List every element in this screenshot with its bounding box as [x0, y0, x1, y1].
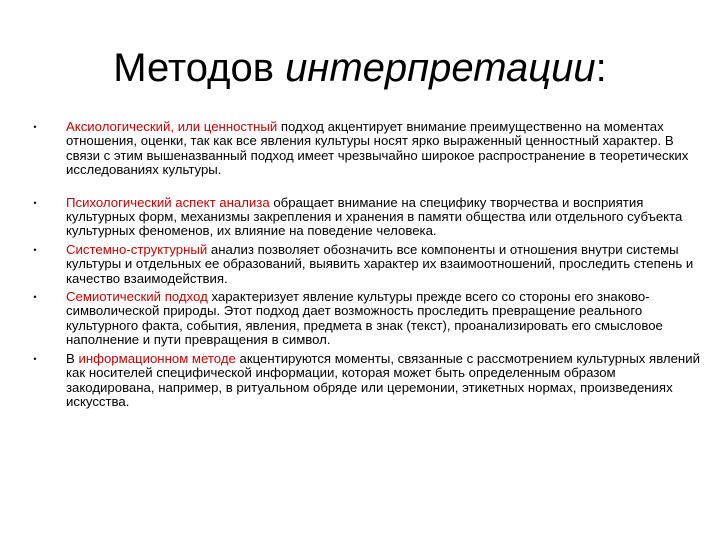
bullet-icon: • [33, 197, 37, 208]
bullet-icon: • [33, 353, 37, 364]
list-item-semiotic [30, 290, 700, 348]
item-term: Семиотический подход [66, 289, 208, 305]
title-italic-text: интерпретации [285, 46, 596, 90]
item-text: обращает внимание на специфику творчества и восприятия культурных форм, механизмы закрепления и хранения в памяти общества или отдельного субъекта культурных феноменов, их влияние на поведение человека. [66, 194, 683, 239]
list-item-systemic [30, 243, 700, 286]
slide-title [0, 44, 720, 92]
item-term: Психологический аспект анализа [66, 194, 270, 210]
item-term: Аксиологический, или ценностный [66, 119, 278, 134]
title-suffix: : [595, 46, 607, 90]
method-list [30, 120, 700, 409]
item-prefix: В [66, 350, 79, 366]
item-term: информационном методе [78, 350, 236, 366]
title-normal-text: Методов [113, 46, 286, 90]
bullet-icon: • [33, 292, 37, 303]
item-text: характеризует явление культуры прежде всего со стороны его знаково-символической природы. Этот подход дает возможность проследить превращение реального культурного факта, события, явления, предмета в знак (текст), проанализировать его смысловое наполнение и пути превращения в символ. [66, 289, 663, 348]
item-text: акцентируются моменты, связанные с рассмотрением культурных явлений как носителей специфической информации, которая может быть определенным образом закодирована, например, в ритуальном обряде или церемонии, этикетных нормах, произведениях искусства. [66, 350, 700, 409]
item-text: подход акцентирует внимание преимущественно на моментах отношения, оценки, так как все явления культуры носят ярко выраженный ценностный характер. В связи с этим вышеназванный подход имеет чрезвычайно широкое распространение в теоретических исследованиях культуры. [66, 119, 689, 178]
list-item-psychological [30, 196, 700, 239]
list-item-axiological [30, 120, 700, 178]
item-term: Системно-структурный [66, 241, 208, 257]
item-text: анализ позволяет обозначить все компоненты и отношения внутри системы культуры и отдельных ее образований, выявить характер их взаимоотношений, проследить степень и качество взаимодействия. [66, 241, 694, 286]
bullet-icon: • [33, 244, 37, 255]
list-item-informational [30, 352, 700, 410]
bullet-icon: • [33, 122, 37, 132]
